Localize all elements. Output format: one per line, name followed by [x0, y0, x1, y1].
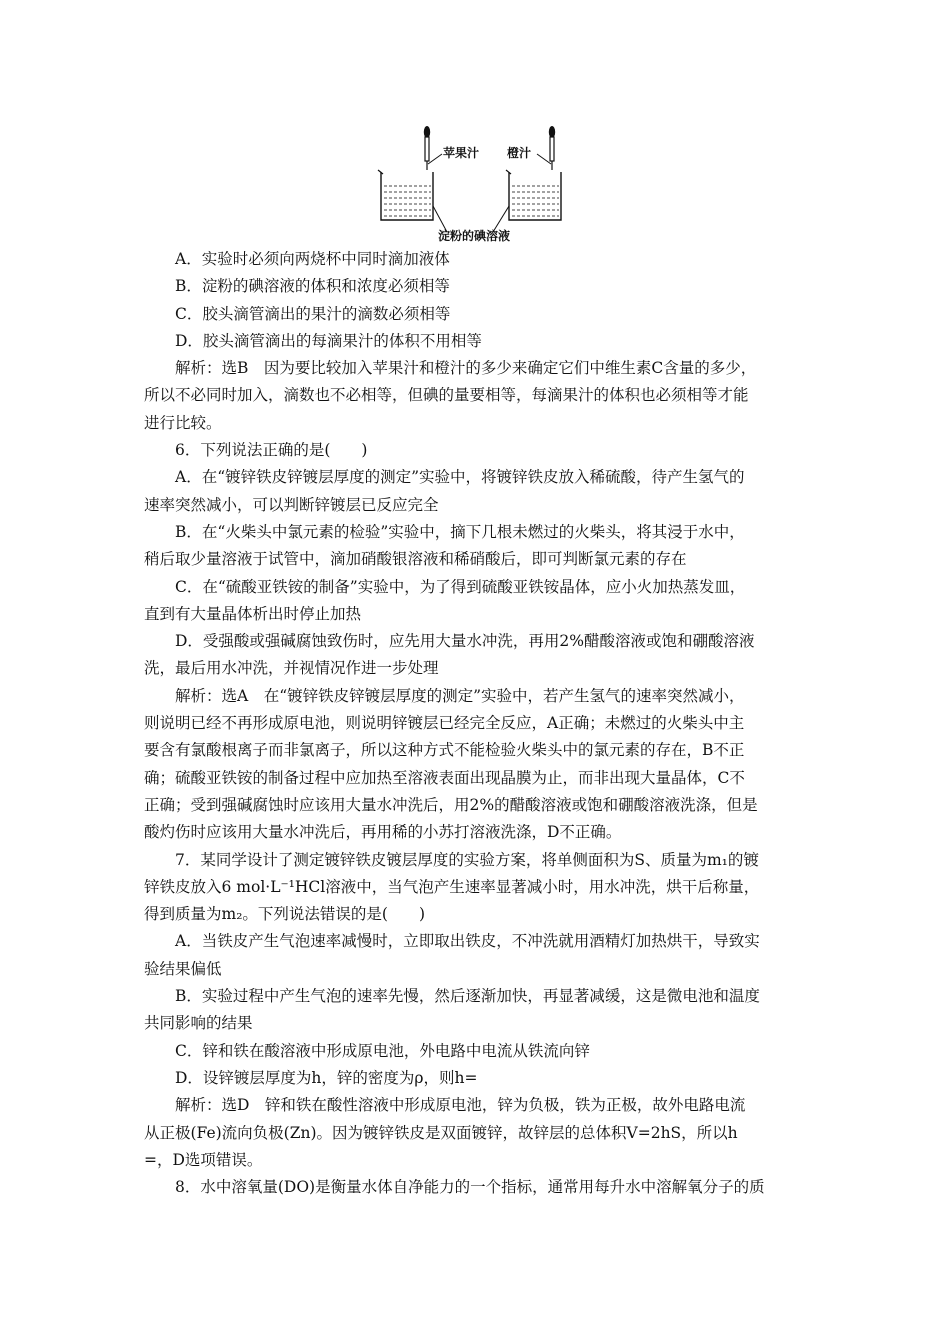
text-line: 确；硫酸亚铁铵的制备过程中应加热至溶液表面出现晶膜为止，而非出现大量晶体，C不 — [144, 768, 745, 787]
text-line: 7．某同学设计了测定镀锌铁皮镀层厚度的实验方案，将单侧面积为S、质量为m₁的镀 — [175, 850, 759, 869]
text-line: D．受强酸或强碱腐蚀致伤时，应先用大量水冲洗，再用2%醋酸溶液或饱和硼酸溶液 — [175, 632, 755, 651]
text-line: C．在“硫酸亚铁铵的制备”实验中，为了得到硫酸亚铁铵晶体，应小火加热蒸发皿， — [175, 577, 746, 596]
text-line: A．当铁皮产生气泡速率减慢时，立即取出铁皮，不冲洗就用酒精灯加热烘干，导致实 — [175, 932, 760, 951]
text-line: 解析：选A 在“镀锌铁皮锌镀层厚度的测定”实验中，若产生氢气的速率突然减小， — [175, 686, 745, 705]
text-line: 解析：选D 锌和铁在酸性溶液中形成原电池，锌为负极，铁为正极，故外电路电流 — [175, 1096, 746, 1115]
text-line: =，D选项错误。 — [144, 1150, 263, 1169]
text-line: 酸灼伤时应该用大量水冲洗后，再用稀的小苏打溶液洗涤，D不正确。 — [144, 823, 622, 842]
text-line: 6．下列说法正确的是( ) — [175, 441, 368, 460]
text-line: 要含有氯酸根离子而非氯离子，所以这种方式不能检验火柴头中的氯元素的存在，B不正 — [144, 741, 745, 760]
beaker-figure — [375, 122, 575, 244]
orange-juice-label: 橙汁 — [507, 146, 532, 160]
text-line: 正确；受到强碱腐蚀时应该用大量水冲洗后，用2%的醋酸溶液或饱和硼酸溶液洗涤，但是 — [144, 795, 758, 814]
text-line: 洗，最后用水冲洗，并视情况作进一步处理 — [144, 659, 439, 678]
apple-juice-label: 苹果汁 — [443, 146, 480, 160]
text-line: 得到质量为m₂。下列说法错误的是( ) — [144, 905, 426, 924]
text-line: 速率突然减小，可以判断锌镀层已反应完全 — [144, 495, 439, 514]
beaker-diagram — [375, 122, 575, 244]
body-text — [144, 246, 814, 1201]
text-line: D．胶头滴管滴出的每滴果汁的体积不用相等 — [175, 331, 482, 350]
text-line: 从正极(Fe)流向负极(Zn)。因为镀锌铁皮是双面镀锌，故锌层的总体积V=2hS，所以h — [144, 1123, 738, 1142]
text-line: B．实验过程中产生气泡的速率先慢，然后逐渐加快，再显著减缓，这是微电池和温度 — [175, 987, 760, 1006]
text-line: 验结果偏低 — [144, 959, 222, 978]
text-line: 解析：选B 因为要比较加入苹果汁和橙汁的多少来确定它们中维生素C含量的多少， — [175, 359, 757, 378]
right-beaker-icon — [506, 170, 561, 220]
text-line: 8．水中溶氧量(DO)是衡量水体自净能力的一个指标，通常用每升水中溶解氧分子的质 — [175, 1178, 765, 1197]
text-line: C．胶头滴管滴出的果汁的滴数必须相等 — [175, 304, 451, 323]
text-line: A．在“镀锌铁皮锌镀层厚度的测定”实验中，将镀锌铁皮放入稀硫酸，待产生氢气的 — [175, 468, 745, 487]
text-line: 进行比较。 — [144, 413, 222, 432]
starch-iodine-label: 淀粉的碘溶液 — [438, 229, 511, 243]
text-line: B．在“火柴头中氯元素的检验”实验中，摘下几根未燃过的火柴头，将其浸于水中， — [175, 522, 745, 541]
left-beaker-icon — [378, 170, 433, 220]
text-line: C．锌和铁在酸溶液中形成原电池，外电路中电流从铁流向锌 — [175, 1041, 590, 1060]
text-line: D．设锌镀层厚度为h，锌的密度为ρ，则h= — [175, 1068, 478, 1087]
text-line: 则说明已经不再形成原电池，则说明锌镀层已经完全反应，A正确；未燃过的火柴头中主 — [144, 714, 745, 733]
text-line: 稍后取少量溶液于试管中，滴加硝酸银溶液和稀硝酸后，即可判断氯元素的存在 — [144, 550, 687, 569]
text-line: B．淀粉的碘溶液的体积和浓度必须相等 — [175, 277, 450, 296]
text-line: 直到有大量晶体析出时停止加热 — [144, 604, 362, 623]
text-line: 锌铁皮放入6 mol·L⁻¹HCl溶液中，当气泡产生速率显著减小时，用水冲洗，烘干后称量， — [144, 877, 760, 896]
text-line: 共同影响的结果 — [144, 1014, 253, 1033]
text-line: 所以不必同时加入，滴数也不必相等，但碘的量要相等，每滴果汁的体积也必须相等才能 — [144, 386, 749, 405]
text-line: A．实验时必须向两烧杯中同时滴加液体 — [175, 250, 450, 268]
